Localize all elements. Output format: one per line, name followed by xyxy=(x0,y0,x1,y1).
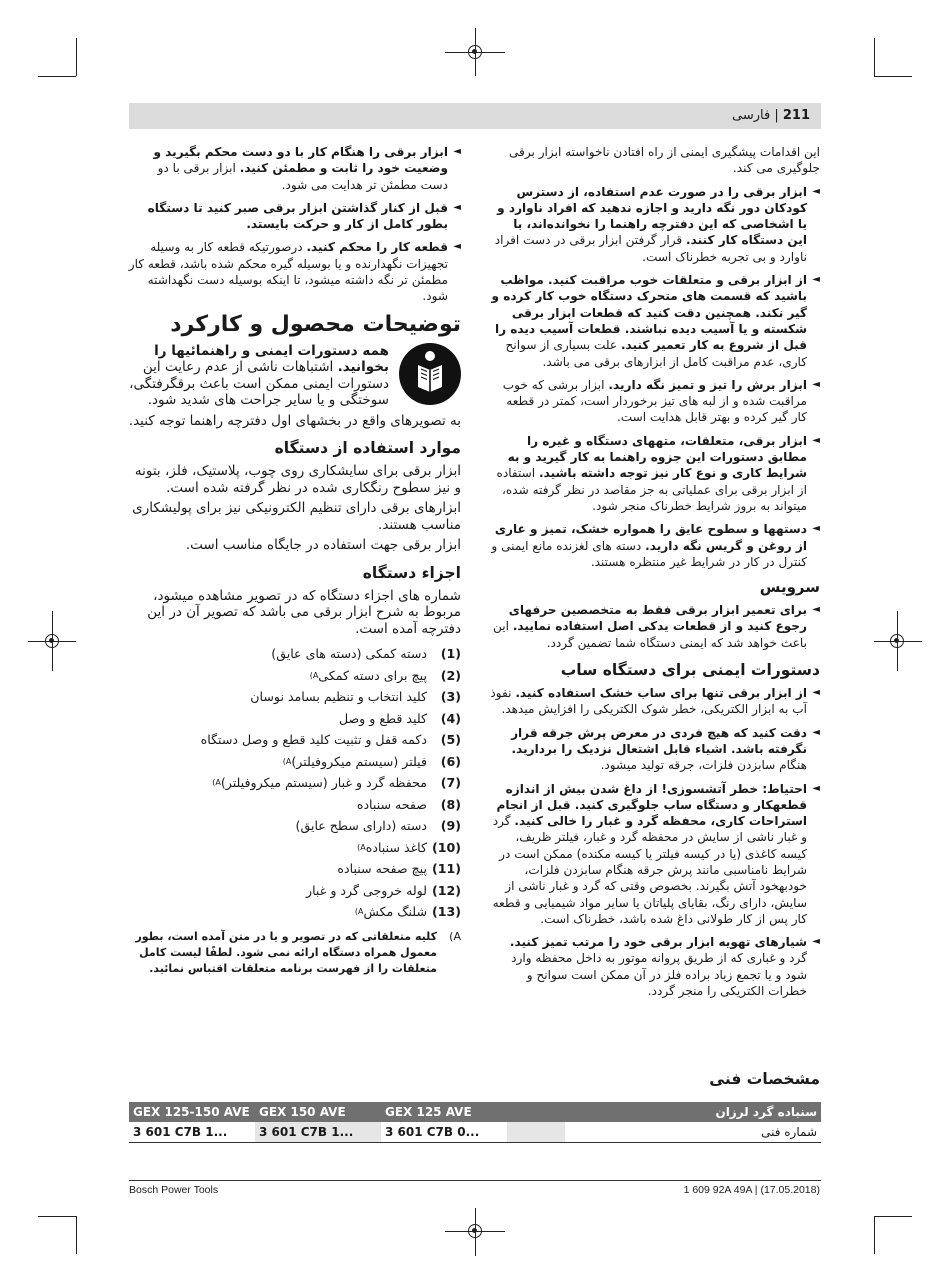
safety-item: ◄ قطعه کار را محکم کنید. درصورتیکه قطعه کار به وسیله تجهیزات نگهدارنده و یا بوسیله گیره محکم شده باشد، قطعه کار مطمئن تر نگه داشته میشود، تا اینکه بوسیله دست نگهداشته شود. xyxy=(128,239,461,304)
table-row xyxy=(129,1122,821,1143)
figures-note: به تصویرهای واقع در بخشهای اول دفترچه راهنما توجه کنید. xyxy=(128,412,461,429)
component-item: (13) شلنگ مکش A) xyxy=(354,904,461,920)
safety-item: ◄ ابزار برقی را در صورت عدم استفاده، از دسترس کودکان دور نگه دارید و اجازه ندهید که افراد ناوارد و یا اشخاصی که این دفترچه راهنما را نخوانده‌اند، با این دستگاه کار کنند. قرار گرفتن ابزار برقی در دست افراد ناوارد و بی تجربه خطرناک است. xyxy=(490,184,820,265)
component-item: (4) کلید قطع و وصل xyxy=(338,710,461,726)
intended-use-heading: موارد استفاده از دستگاه xyxy=(274,439,461,458)
page-header: 211 | فارسی xyxy=(732,108,810,123)
footnote-text: کلیه متعلقاتی که در تصویر و یا در متن آمده است، بطور معمول همراه دستگاه ارائه نمی شود. لطفًا لیست کامل متعلقات را از فهرست برنامه متعلقات اقتباس نمائید. xyxy=(135,929,437,975)
spec-row-label: شماره فنی xyxy=(565,1122,821,1143)
service-item: ◄ برای تعمیر ابزار برقی فقط به متخصصین حرفهای رجوع کنید و از قطعات یدکی اصل استفاده نمایید. این باعث خواهد شد که ایمنی دستگاه شما تضمین گردد. xyxy=(490,602,820,651)
crop-mark xyxy=(874,1216,875,1254)
model-label: GEX 125 AVE xyxy=(381,1102,507,1122)
registration-target xyxy=(45,634,59,648)
components-heading: اجزاء دستگاه xyxy=(362,563,461,582)
article-number: 3 601 C7B 1... xyxy=(129,1122,255,1143)
intro-text: این اقدامات پیشگیری ایمنی از راه افتادن ناخواسته ابزار برقی جلوگیری می کند. xyxy=(508,145,820,176)
component-item: (3) کلید انتخاب و تنظیم بسامد نوسان xyxy=(250,689,461,705)
registration-target xyxy=(890,634,904,648)
safety-item: ◄ ابزار برش را تیز و تمیز نگه دارید. ابزار برشی که خوب مراقبت شده و از لبه های تیز برخوردار است، کمتر در قطعه کار گیر کرده و بهتر قابل هدایت است. xyxy=(490,377,820,426)
specs-table xyxy=(129,1102,821,1143)
spec-row-header: سنباده گرد لرزان xyxy=(565,1102,821,1122)
left-column xyxy=(128,144,461,977)
read-manual-icon xyxy=(399,343,461,405)
crop-mark xyxy=(38,1216,76,1217)
component-item: (5) دکمه قفل و تثبیت کلید قطع و وصل دستگاه xyxy=(200,732,461,748)
footnote-marker: A) xyxy=(449,929,461,943)
specs-header-row xyxy=(129,1102,821,1122)
service-heading: سرویس xyxy=(759,578,820,597)
crop-mark xyxy=(874,38,875,76)
safety-item: ◄ از ابزار برقی و متعلقات خوب مراقبت کنید. مواظب باشید که قسمت های متحرک دستگاه خوب کار کرده و گیر نکند. همچنین دقت کنید که قطعات ابزار برقی شکسته و یا آسیب دیده نباشند. قطعات آسیب دیده را قبل از شروع به کار تعمیر کنید. علت بسیاری از سوانح کاری، عدم مراقبت کامل از ابزارهای برقی می باشد. xyxy=(490,272,820,370)
components-list xyxy=(128,643,461,923)
component-item: (1) دسته کمکی (دسته های عایق) xyxy=(271,646,461,662)
safety-item: ◄ ابزار برقی، متعلقات، متههای دستگاه و غیره را مطابق دستورات این جزوه راهنما به کار گیرید و به شرایط کاری و نوع کار نیز توجه داشته باشید. استفاده از ابزار برقی برای عملیاتی به جز مقاصد در نظر گرفته شده، میتواند به بروز شرایط خطرناک منجر شود. xyxy=(490,433,820,514)
footer-brand: Bosch Power Tools xyxy=(129,1184,219,1196)
footer-doc-id: 1 609 92A 49A | (17.05.2018) xyxy=(683,1184,820,1196)
crop-mark xyxy=(76,38,77,76)
sander-safety-item: ◄ احتیاط: خطر آتشسوزی! از داغ شدن بیش از اندازه قطعهکار و دستگاه ساب جلوگیری کنید. قبل از انجام استراحات کاری، محفظه گرد و غبار را خالی کنید. گرد و غبار ناشی از سایش در محفظه گرد و غبار، فیلتر ظریف، کیسه کاغذی (یا در کیسه فیلتر یا کیسه مکنده) ممکن است در شرایط نامناسبی مانند پرش جرقه هنگام سابزدن فلزات، خودبهخود آتش بگیرند. بخصوص وقتی که گرد و غبار ناشی از سایش، دارای رنگ، بقایای پلیاتان یا سایر مواد شیمیایی و قطعه کار پس از کار طولانی داغ شده باشد، خطرناک است. xyxy=(490,781,820,928)
safety-item: ◄ قبل از کنار گذاشتن ابزار برقی صبر کنید تا دستگاه بطور کامل از کار و حرکت بایستد. xyxy=(128,200,461,233)
model-label: GEX 125-150 AVE xyxy=(129,1102,255,1122)
sander-safety-item: ◄ دقت کنید که هیچ فردی در معرض پرش جرقه قرار نگرفته باشد. اشیاء قابل اشتعال نزدیک را بردارید. هنگام سابزدن فلزات، جرقه تولید میشود. xyxy=(490,725,820,774)
safety-item: ◄ ابزار برقی را هنگام کار با دو دست محکم بگیرید و وضعیت خود را ثابت و مطمئن کنید. ابزار برقی با دو دست مطمئن تر هدایت می شود. xyxy=(128,144,461,193)
language-label: فارسی xyxy=(732,108,771,123)
components-intro: شماره های اجزاء دستگاه که در تصویر مشاهده میشود، مربوط به شرح ابزار برقی می باشد که تصویر آن در این دفترچه آمده است. xyxy=(147,587,461,637)
sander-safety-heading: دستورات ایمنی برای دستگاه ساب xyxy=(560,661,820,680)
section-heading: توضیحات محصول و کارکرد xyxy=(170,311,461,337)
crop-mark xyxy=(874,76,912,77)
right-column xyxy=(490,144,820,1006)
registration-target xyxy=(468,45,482,59)
sander-safety-item: ◄ از ابزار برقی تنها برای ساب خشک استفاده کنید. نفوذ آب به ابزار الکتریکی، خطر شوک الکتریکی را افزایش میدهد. xyxy=(490,685,820,718)
component-item: (9) دسته (دارای سطح عایق) xyxy=(295,818,461,834)
sander-safety-item: ◄ شیارهای تهویه ابزار برقی خود را مرتب تمیز کنید. گرد و غباری که از طریق پروانه موتور به داخل محفظه وارد شود و یا تجمع زیاد براده فلز در آن ممکن است سوانح و خطرات الکتریکی را منجر گردد. xyxy=(490,934,820,999)
specs-heading: مشخصات فنی xyxy=(709,1070,820,1088)
component-item: (8) صفحه سنباده xyxy=(356,796,461,812)
component-item: (12) لوله خروجی گرد و غبار xyxy=(306,882,461,898)
component-item: (10) کاغذ سنباده A) xyxy=(357,839,461,855)
component-item: (2) پیچ برای دسته کمکی A) xyxy=(309,667,461,683)
crop-mark xyxy=(76,1216,77,1254)
intended-use-text: ابزار برقی جهت استفاده در جایگاه مناسب است. xyxy=(185,537,461,554)
model-label: GEX 150 AVE xyxy=(255,1102,381,1122)
article-number: 3 601 C7B 0... xyxy=(381,1122,507,1143)
page-number: 211 xyxy=(782,108,810,123)
safety-item: ◄ دستهها و سطوح عایق را همواره خشک، تمیز و عاری از روغن و گریس نگه دارید. دسته های لغزنده مانع ایمنی و کنترل در کار در شرایط غیر منتظره هستند. xyxy=(490,521,820,570)
intended-use-text: ابزارهای برقی دارای تنظیم الکترونیکی نیز برای پولیشکاری مناسب هستند. xyxy=(132,500,461,533)
component-item: (6) فیلتر (سیستم میکروفیلتر) A) xyxy=(282,753,461,769)
article-number: 3 601 C7B 1... xyxy=(255,1122,381,1143)
component-item: (11) پیچ صفحه سنباده xyxy=(337,861,461,877)
footer-divider xyxy=(129,1180,821,1181)
crop-mark xyxy=(874,1216,912,1217)
intended-use-text: ابزار برقی برای سایشکاری روی چوب، پلاستیک، فلز، بتونه و نیز سطوح رنگکاری شده در نظر گرفته شده است. xyxy=(134,463,461,496)
crop-mark xyxy=(38,76,76,77)
registration-target xyxy=(468,1224,482,1238)
warning-text: همه دستورات ایمنی و راهنمائیها را بخوانید. اشتباهات ناشی از عدم رعایت این دستورات ایمنی ممکن است باعث برقگرفتگی، سوختگی و یا سایر جراحت های شدید شود. xyxy=(129,342,389,409)
page-header-band xyxy=(129,103,821,129)
component-item: (7) محفظه گرد و غبار (سیستم میکروفیلتر) A) xyxy=(212,775,461,791)
warning-block xyxy=(128,343,461,409)
footnote xyxy=(128,929,461,977)
